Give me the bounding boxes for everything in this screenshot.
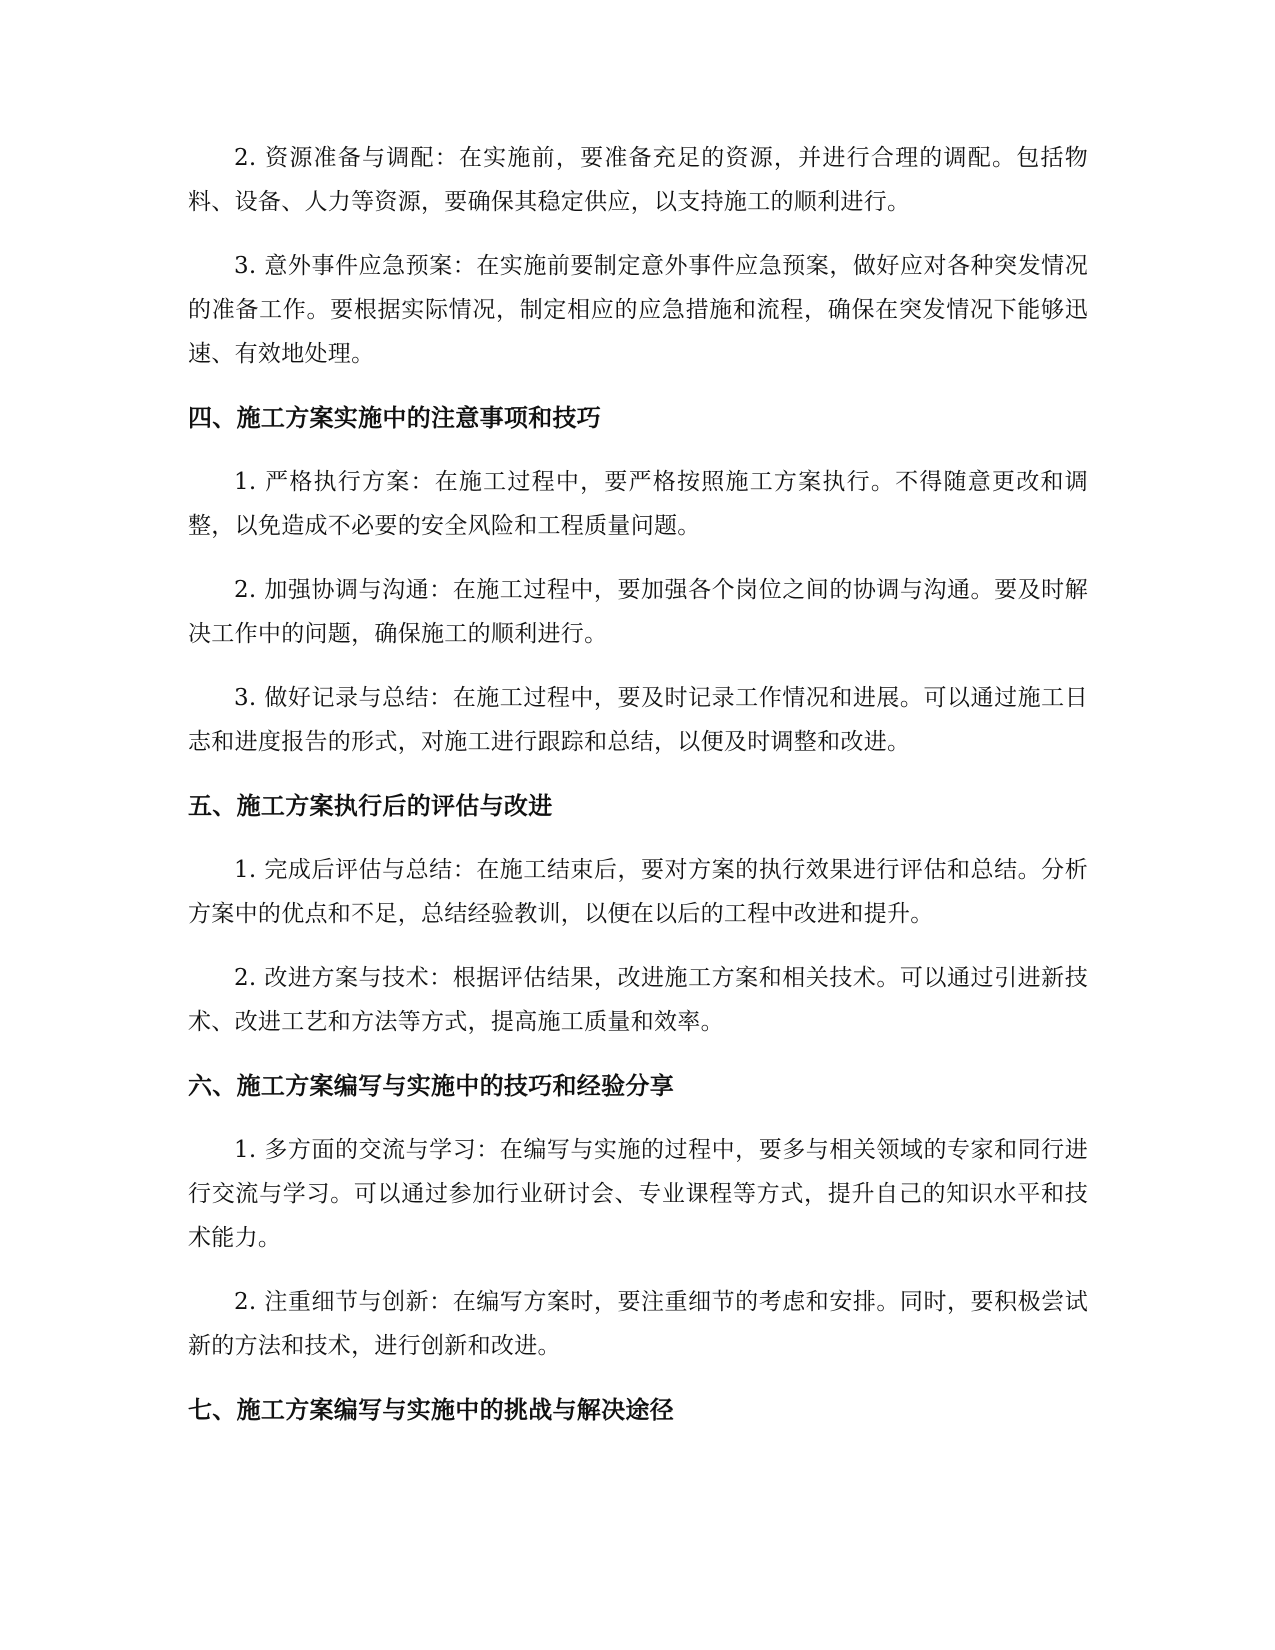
section-heading-5: 五、施工方案执行后的评估与改进 [188, 792, 553, 820]
paragraph-resource-preparation: 2. 资源准备与调配：在实施前，要准备充足的资源，并进行合理的调配。包括物料、设备、人力等资源，要确保其稳定供应，以支持施工的顺利进行。 [188, 145, 1088, 215]
section-heading-6: 六、施工方案编写与实施中的技巧和经验分享 [188, 1072, 674, 1100]
paragraph-improve-technology: 2. 改进方案与技术：根据评估结果，改进施工方案和相关技术。可以通过引进新技术、改进工艺和方法等方式，提高施工质量和效率。 [188, 965, 1088, 1035]
paragraph-strict-execution: 1. 严格执行方案：在施工过程中，要严格按照施工方案执行。不得随意更改和调整，以免造成不必要的安全风险和工程质量问题。 [188, 469, 1088, 539]
paragraph-post-evaluation: 1. 完成后评估与总结：在施工结束后，要对方案的执行效果进行评估和总结。分析方案中的优点和不足，总结经验教训，以便在以后的工程中改进和提升。 [188, 857, 1088, 927]
paragraph-communication-learning: 1. 多方面的交流与学习：在编写与实施的过程中，要多与相关领域的专家和同行进行交流与学习。可以通过参加行业研讨会、专业课程等方式，提升自己的知识水平和技术能力。 [188, 1137, 1088, 1251]
paragraph-records-summary: 3. 做好记录与总结：在施工过程中，要及时记录工作情况和进展。可以通过施工日志和进度报告的形式，对施工进行跟踪和总结，以便及时调整和改进。 [188, 685, 1088, 755]
paragraph-detail-innovation: 2. 注重细节与创新：在编写方案时，要注重细节的考虑和安排。同时，要积极尝试新的方法和技术，进行创新和改进。 [188, 1289, 1088, 1359]
document-page [188, 136, 1088, 1452]
section-heading-7: 七、施工方案编写与实施中的挑战与解决途径 [188, 1396, 674, 1424]
paragraph-coordination: 2. 加强协调与沟通：在施工过程中，要加强各个岗位之间的协调与沟通。要及时解决工作中的问题，确保施工的顺利进行。 [188, 577, 1088, 647]
paragraph-emergency-plan: 3. 意外事件应急预案：在实施前要制定意外事件应急预案，做好应对各种突发情况的准备工作。要根据实际情况，制定相应的应急措施和流程，确保在突发情况下能够迅速、有效地处理。 [188, 253, 1088, 367]
section-heading-4: 四、施工方案实施中的注意事项和技巧 [188, 404, 602, 432]
